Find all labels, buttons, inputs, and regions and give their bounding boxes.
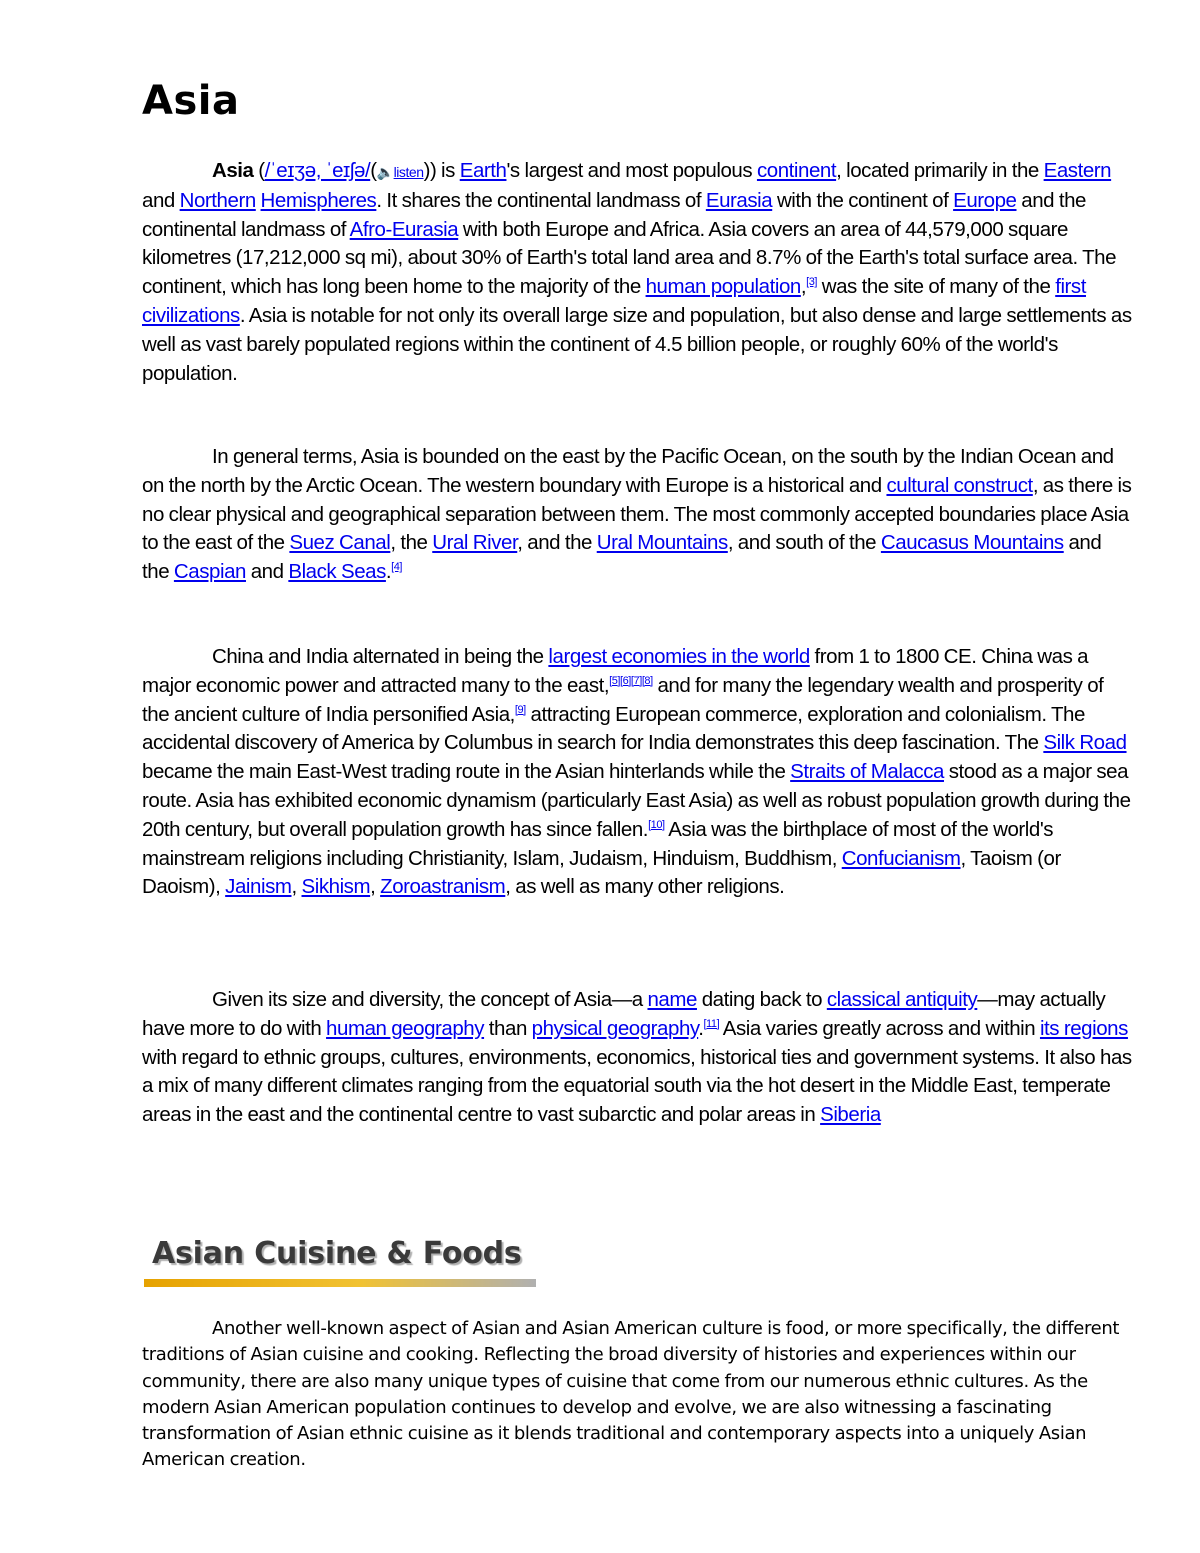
text: , the: [390, 531, 433, 555]
text: .: [385, 560, 392, 584]
text: became the main East-West trading route in the Asian hinterlands while the: [142, 760, 791, 784]
text: Asia was the birthplace of most of the world's mainstream religions including Christianity, Islam, Judaism, Hinduism, Buddhism,: [142, 817, 1054, 870]
text: and the: [142, 531, 1102, 584]
text: . It shares the continental landmass of: [376, 188, 706, 212]
text: with both Europe and Africa. Asia covers an area of 44,579,000 square kilometres (17,212,000 sq mi), about 30% of Earth's total land area and 8.7% of the Earth's total surface area. The continent, which has long been home to the majority of the: [142, 217, 1117, 299]
paragraph-economy: [142, 643, 1132, 902]
page-title: Asia: [142, 78, 240, 124]
cuisine-banner: [144, 1236, 536, 1290]
link-listen[interactable]: listen: [393, 164, 424, 180]
text: with regard to ethnic groups, cultures, environments, economics, historical ties and government systems. It also has a mix of many different climates ranging from the equatorial south via the hot desert in the Middle East, temperate areas in the east and the continental centre to vast subarctic and polar areas in: [142, 1045, 1132, 1127]
text: ,: [370, 875, 381, 899]
citation-9[interactable]: [9]: [514, 703, 526, 716]
link-siberia[interactable]: Siberia: [820, 1103, 881, 1127]
text: Asia varies greatly across and within: [719, 1016, 1040, 1040]
paragraph-diversity: [142, 986, 1132, 1130]
text: attracting European commerce, exploration and colonialism. The accidental discovery of America by Columbus in search for India demonstrates this deep fascination. The: [142, 702, 1085, 755]
link-classical-antiquity[interactable]: classical antiquity: [826, 988, 978, 1011]
text: —may actually have more to do with: [142, 988, 1106, 1040]
link-continent[interactable]: continent: [756, 159, 837, 182]
text: , as well as many other religions.: [505, 875, 785, 899]
link-its-regions[interactable]: its regions: [1039, 1016, 1128, 1040]
link-physical-geography[interactable]: physical geography: [531, 1016, 699, 1040]
text: dating back to: [696, 988, 827, 1011]
link-eastern[interactable]: Eastern: [1043, 159, 1112, 182]
text: . Asia is notable for not only its overall large size and population, but also dense and large settlements as well as vast barely populated regions within the continent of 4.5 billion people, or roughly 60% of the world's population.: [142, 303, 1132, 385]
citation-7[interactable]: [7]: [630, 674, 642, 687]
link-confucianism[interactable]: Confucianism: [841, 846, 961, 870]
citation-6[interactable]: [6]: [620, 674, 631, 687]
paragraph-boundaries: [142, 443, 1132, 587]
link-northern[interactable]: Northern: [179, 188, 256, 212]
text: , Taoism (or Daoism),: [142, 846, 1061, 899]
link-ural-mountains[interactable]: Ural Mountains: [596, 531, 728, 555]
text: (: [253, 159, 265, 182]
text: and: [142, 188, 180, 212]
text: (: [370, 159, 377, 182]
text: than: [484, 1016, 532, 1040]
link-earth[interactable]: Earth: [459, 159, 507, 182]
link-eurasia[interactable]: Eurasia: [705, 188, 773, 212]
link-suez-canal[interactable]: Suez Canal: [289, 531, 391, 555]
link-sikhism[interactable]: Sikhism: [301, 875, 371, 899]
text: .: [698, 1016, 704, 1040]
text: and: [245, 560, 289, 584]
link-cultural-construct[interactable]: cultural construct: [886, 473, 1033, 497]
link-largest-economies[interactable]: largest economies in the world: [548, 645, 810, 668]
text: ,: [291, 875, 302, 899]
text: , as there is no clear physical and geographical separation between them. The most commonly accepted boundaries place Asia to the east of the: [142, 473, 1132, 555]
link-afro-eurasia[interactable]: Afro-Eurasia: [349, 217, 459, 241]
link-straits-of-malacca[interactable]: Straits of Malacca: [790, 760, 944, 784]
link-caucasus-mountains[interactable]: Caucasus Mountains: [880, 531, 1064, 555]
text: Given its size and diversity, the concept of Asia—a: [212, 988, 648, 1011]
text: was the site of many of the: [817, 275, 1056, 299]
text: stood as a major sea route. Asia has exhibited economic dynamism (particularly East Asia) as well as robust population growth during the 20th century, but overall population growth has since fallen.: [142, 760, 1131, 841]
citation-11[interactable]: [11]: [703, 1017, 720, 1030]
link-name[interactable]: name: [647, 988, 697, 1011]
citation-8[interactable]: [8]: [641, 674, 653, 687]
citation-4[interactable]: [4]: [391, 561, 403, 574]
link-jainism[interactable]: Jainism: [225, 875, 292, 899]
link-first-civilizations[interactable]: first civilizations: [142, 275, 1086, 327]
text: and the continental landmass of: [142, 188, 1086, 241]
text: China and India alternated in being the: [212, 645, 549, 668]
link-ural-river[interactable]: Ural River: [432, 531, 518, 555]
citation-10[interactable]: [10]: [648, 818, 665, 831]
text: 's largest and most populous: [506, 159, 757, 182]
link-silk-road[interactable]: Silk Road: [1043, 731, 1127, 755]
link-zoroastranism[interactable]: Zoroastranism: [380, 875, 506, 899]
citation-5[interactable]: [5]: [609, 674, 621, 687]
link-human-geography[interactable]: human geography: [326, 1016, 485, 1040]
text: from 1 to 1800 CE. China was a major economic power and attracted many to the east,: [142, 645, 1089, 697]
link-caspian[interactable]: Caspian: [173, 560, 246, 584]
citation-3[interactable]: [3]: [806, 276, 817, 289]
link-ipa[interactable]: /ˈeɪʒə, ˈeɪʃə/: [264, 159, 371, 182]
banner-underline: [144, 1279, 536, 1287]
text: and for many the legendary wealth and prosperity of the ancient culture of India personified Asia,: [142, 673, 1104, 726]
text: In general terms, Asia is bounded on the east by the Pacific Ocean, on the south by the Indian Ocean and on the north by the Arctic Ocean. The western boundary with Europe is a historical and: [142, 445, 1114, 497]
text: , and south of the: [727, 531, 881, 555]
text: )) is: [423, 159, 460, 182]
banner-title: Asian Cuisine & Foods: [152, 1236, 522, 1271]
text: , located primarily in the: [836, 159, 1044, 182]
paragraph-cuisine: Another well-known aspect of Asian and Asian American culture is food, or more specifically, the different traditions of Asian cuisine and cooking. Reflecting the broad diversity of histories and experiences within our community, there are also many unique types of cuisine that come from our numerous ethnic cultures. As the modern Asian American population continues to develop and evolve, we are also witnessing a fascinating transformation of Asian ethnic cuisine as it blends traditional and contemporary aspects into a uniquely Asian American creation.: [142, 1318, 1120, 1471]
link-europe[interactable]: Europe: [953, 188, 1017, 212]
term-asia: Asia: [212, 159, 254, 182]
link-human-population[interactable]: human population: [645, 275, 801, 299]
text: with the continent of: [772, 188, 954, 212]
link-black-seas[interactable]: Black Seas: [288, 560, 386, 584]
paragraph-intro: [142, 157, 1132, 388]
text: , and the: [517, 531, 597, 555]
speaker-icon[interactable]: 🔈: [376, 164, 394, 180]
link-hemispheres[interactable]: Hemispheres: [260, 188, 377, 212]
text: ,: [800, 275, 807, 299]
